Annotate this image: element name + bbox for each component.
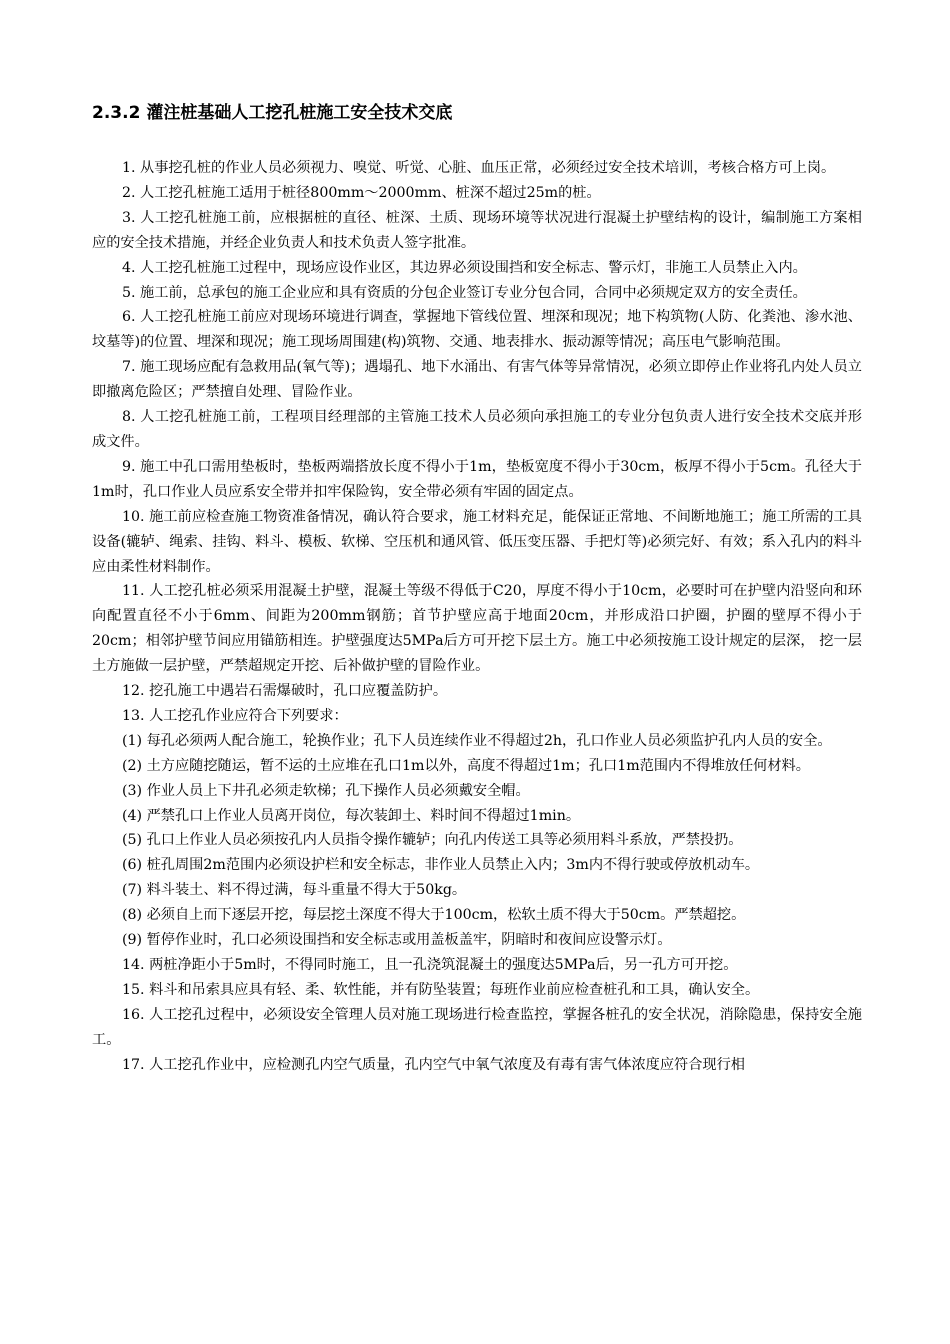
paragraph-3: 3. 人工挖孔桩施工前，应根据桩的直径、桩深、土质、现场环境等状况进行混凝土护壁结构的设计，编制施工方案相应的安全技术措施，并经企业负责人和技术负责人签字批准。 [92,209,862,251]
sub-item-1: (1) 每孔必须两人配合施工，轮换作业；孔下人员连续作业不得超过2h，孔口作业人员必须监护孔内人员的安全。 [122,732,832,749]
paragraph-list [92,156,862,1078]
document-page [92,100,862,1078]
sub-item-9: (9) 暂停作业时，孔口必须设围挡和安全标志或用盖板盖牢，阴暗时和夜间应设警示灯。 [122,932,672,949]
paragraph-15: 15. 料斗和吊索具应具有轻、柔、软性能，并有防坠装置；每班作业前应检查桩孔和工具，确认安全。 [122,981,760,998]
sub-item-8: (8) 必须自上而下逐层开挖，每层挖土深度不得大于100cm，松软土质不得大于50cm。严禁超挖。 [122,907,746,924]
sub-item-5: (5) 孔口上作业人员必须按孔内人员指令操作辘轳；向孔内传送工具等必须用料斗系放，严禁投扔。 [122,832,743,849]
paragraph-8: 8. 人工挖孔桩施工前，工程项目经理部的主管施工技术人员必须向承担施工的专业分包负责人进行安全技术交底并形成文件。 [92,409,862,450]
paragraph-14: 14. 两桩净距小于5m时，不得同时施工，且一孔浇筑混凝土的强度达5MPa后，另一孔方可开挖。 [122,957,738,973]
sub-item-4: (4) 严禁孔口上作业人员离开岗位，每次装卸土、料时间不得超过1min。 [122,807,581,824]
sub-item-6: (6) 桩孔周围2m范围内必须设护栏和安全标志，非作业人员禁止入内；3m内不得行驶或停放机动车。 [122,857,760,874]
paragraph-5: 5. 施工前，总承包的施工企业应和具有资质的分包企业签订专业分包合同，合同中必须规定双方的安全责任。 [122,284,807,301]
paragraph-10: 10. 施工前应检查施工物资准备情况，确认符合要求，施工材料充足，能保证正常地、不间断地施工；施工所需的工具设备(辘轳、绳索、挂钩、料斗、模板、软梯、空压机和通风管、低压变压器、手把灯等)必须完好、有效；系入孔内的料斗应由柔性材料制作。 [92,508,862,575]
sub-item-3: (3) 作业人员上下井孔必须走软梯；孔下操作人员必须戴安全帽。 [122,782,530,799]
paragraph-11: 11. 人工挖孔桩必须采用混凝土护壁，混凝土等级不得低于C20，厚度不得小于10cm，必要时可在护壁内沿竖向和环向配置直径不小于6mm、间距为200mm钢筋；首节护壁应高于地面20cm，并形成沿口护圈，护圈的壁厚不得小于20cm；相邻护壁节间应用锚筋相连。护壁强度达5MPa后方可开挖下层土方。施工中必须按施工设计规定的层深， 挖一层土方施做一层护壁，严禁超规定开挖、后补做护壁的冒险作业。 [92,583,862,675]
paragraph-9: 9. 施工中孔口需用垫板时，垫板两端搭放长度不得小于1m，垫板宽度不得小于30cm，板厚不得小于5cm。孔径大于1m时，孔口作业人员应系安全带并扣牢保险钩，安全带必须有牢固的固定点。 [92,458,862,500]
section-heading: 2.3.2 灌注桩基础人工挖孔桩施工安全技术交底 [92,103,453,123]
sub-item-7: (7) 料斗装土、料不得过满，每斗重量不得大于50kg。 [122,882,467,899]
paragraph-1: 1. 从事挖孔桩的作业人员必须视力、嗅觉、听觉、心脏、血压正常，必须经过安全技术培训，考核合格方可上岗。 [122,160,836,176]
paragraph-13: 13. 人工挖孔作业应符合下列要求： [122,707,348,724]
paragraph-16: 16. 人工挖孔过程中，必须设安全管理人员对施工现场进行检查监控，掌握各桩孔的安全状况，消除隐患，保持安全施工。 [92,1006,862,1048]
sub-item-2: (2) 土方应随挖随运，暂不运的土应堆在孔口1m以外，高度不得超过1m；孔口1m范围内不得堆放任何材料。 [122,757,810,774]
paragraph-12: 12. 挖孔施工中遇岩石需爆破时，孔口应覆盖防护。 [122,683,448,700]
paragraph-4: 4. 人工挖孔桩施工过程中，现场应设作业区，其边界必须设围挡和安全标志、警示灯，非施工人员禁止入内。 [122,259,807,276]
paragraph-2: 2. 人工挖孔桩施工适用于桩径800mm～2000mm、桩深不超过25m的桩。 [122,184,601,201]
paragraph-7: 7. 施工现场应配有急救用品(氧气等)；遇塌孔、地下水涌出、有害气体等异常情况，必须立即停止作业将孔内处人员立即撤离危险区；严禁擅自处理、冒险作业。 [92,359,862,401]
paragraph-17: 17. 人工挖孔作业中，应检测孔内空气质量，孔内空气中氧气浓度及有毒有害气体浓度应符合现行相 [122,1056,745,1073]
paragraph-6: 6. 人工挖孔桩施工前应对现场环境进行调查，掌握地下管线位置、埋深和现况；地下构筑物(人防、化粪池、渗水池、坟墓等)的位置、埋深和现况；施工现场周围建(构)筑物、交通、地表排水、振动源等情况；高压电气影响范围。 [92,309,862,351]
